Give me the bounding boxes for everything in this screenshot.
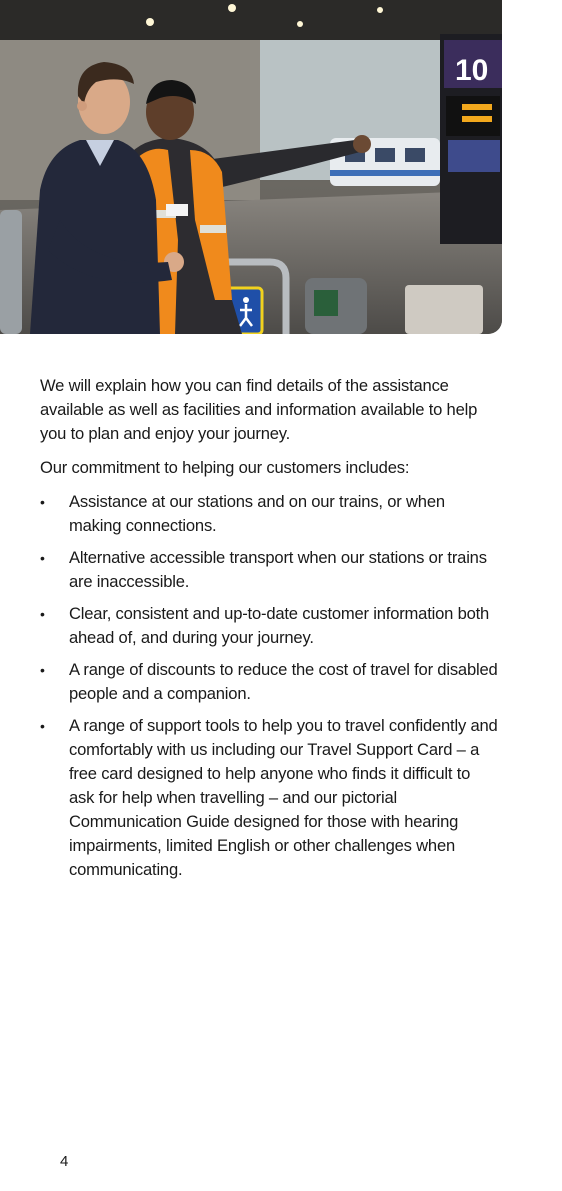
list-item bbox=[40, 602, 498, 650]
list-item-text: Clear, consistent and up-to-date customer information both ahead of, and during your journey. bbox=[69, 604, 490, 647]
gate-screen bbox=[314, 290, 338, 316]
ceiling bbox=[0, 0, 502, 40]
departure-board-line bbox=[462, 116, 492, 122]
intro-paragraph: We will explain how you can find details of the assistance available as well as facilities and information available to help you to plan and enjoy your journey. bbox=[40, 376, 478, 443]
staff-hand bbox=[353, 135, 371, 153]
list-item bbox=[40, 714, 498, 882]
ticket-gate bbox=[0, 210, 22, 334]
list-item-text: A range of support tools to help you to travel confidently and comfortably with us including our Travel Support Card – a free card designed to help anyone who finds it difficult to ask for help when travelling – and our pictorial Communication Guide designed for those with hearing impairments, limited English or other challenges when communicating. bbox=[69, 716, 498, 879]
train-window bbox=[405, 148, 425, 162]
station-photo bbox=[0, 0, 502, 334]
list-item-text: Alternative accessible transport when our stations or trains are inaccessible. bbox=[69, 548, 487, 591]
commitment-list bbox=[40, 490, 498, 882]
passenger-body bbox=[30, 140, 160, 334]
ticket-gate bbox=[405, 285, 483, 334]
ceiling-light bbox=[146, 18, 154, 26]
page-number: 4 bbox=[60, 1153, 69, 1170]
list-item-text: Assistance at our stations and on our trains, or when making connections. bbox=[69, 492, 445, 535]
bullet-icon: • bbox=[40, 718, 45, 734]
ceiling-light bbox=[228, 4, 236, 12]
list-item bbox=[40, 546, 498, 594]
ceiling-light bbox=[297, 21, 303, 27]
passenger-ear bbox=[77, 101, 87, 111]
bullet-icon: • bbox=[40, 550, 45, 566]
body-text bbox=[40, 374, 498, 890]
commitment-heading: Our commitment to helping our customers includes: bbox=[40, 458, 410, 477]
ceiling-light bbox=[377, 7, 383, 13]
departure-board-line bbox=[462, 104, 492, 110]
list-item bbox=[40, 658, 498, 706]
vest-reflective-stripe bbox=[200, 225, 226, 233]
bullet-icon: • bbox=[40, 494, 45, 510]
id-badge bbox=[166, 204, 188, 216]
bullet-icon: • bbox=[40, 662, 45, 678]
bullet-icon: • bbox=[40, 606, 45, 622]
list-item bbox=[40, 490, 498, 538]
list-item-text: A range of discounts to reduce the cost of travel for disabled people and a companion. bbox=[69, 660, 498, 703]
train-stripe bbox=[330, 170, 440, 176]
train-window bbox=[375, 148, 395, 162]
screen bbox=[448, 140, 500, 172]
platform-number: 10 bbox=[455, 54, 489, 87]
